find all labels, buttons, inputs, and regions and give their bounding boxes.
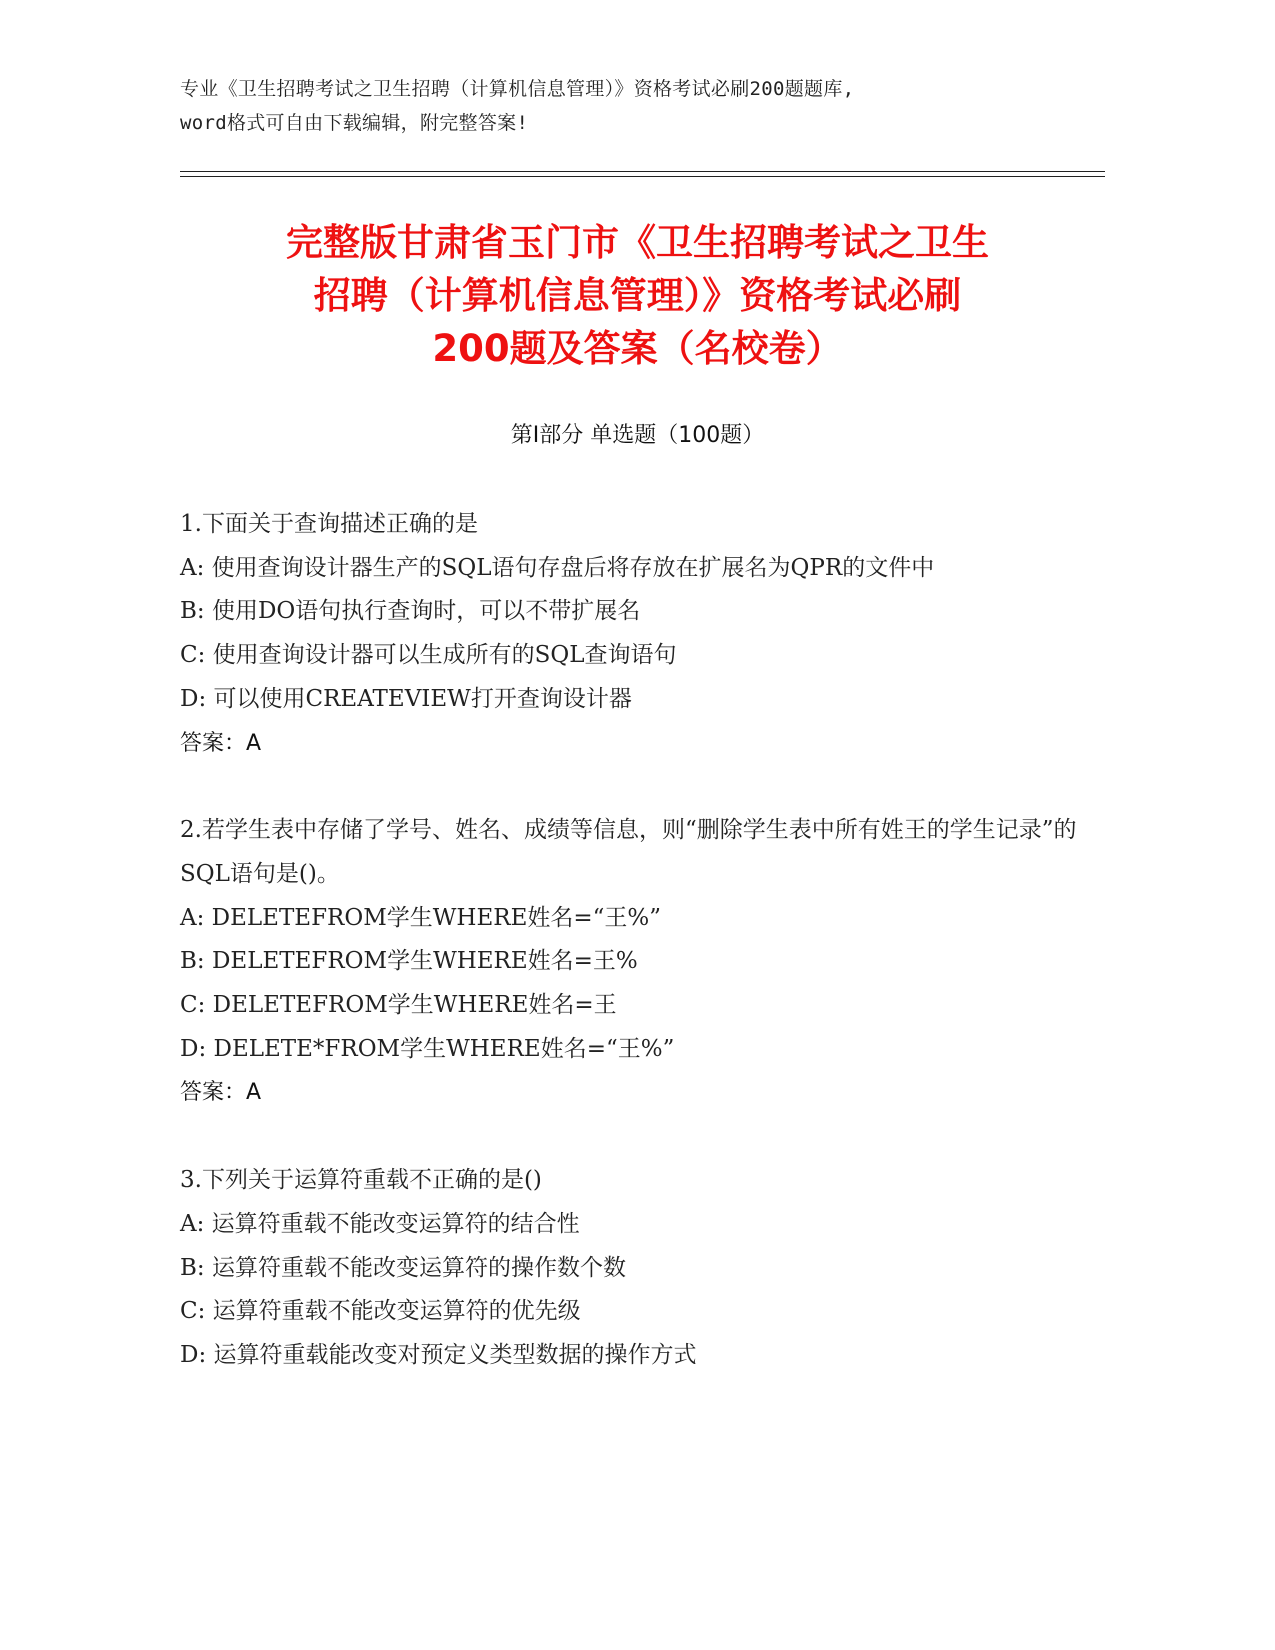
header-divider-top — [180, 171, 1105, 172]
option-b: B: DELETEFROM学生WHERE姓名=王% — [180, 948, 638, 975]
option-a: A: 使用查询设计器生产的SQL语句存盘后将存放在扩展名为QPR的文件中 — [180, 554, 935, 581]
header-note-line-1: 专业《卫生招聘考试之卫生招聘（计算机信息管理）》资格考试必刷200题题库, — [180, 78, 855, 100]
question-stem: 2.若学生表中存储了学号、姓名、成绩等信息，则“删除学生表中所有姓王的学生记录”的SQL语句是()。 — [180, 817, 1077, 887]
question-list — [180, 503, 1110, 1422]
option-b: B: 运算符重载不能改变运算符的操作数个数 — [180, 1254, 626, 1281]
option-b: B: 使用DO语句执行查询时，可以不带扩展名 — [180, 598, 641, 625]
document-title — [150, 216, 1125, 375]
question-stem: 1.下面关于查询描述正确的是 — [180, 511, 478, 537]
option-c: C: DELETEFROM学生WHERE姓名=王 — [180, 992, 617, 1019]
option-c: C: 运算符重载不能改变运算符的优先级 — [180, 1298, 581, 1325]
header-note — [180, 72, 1100, 140]
header-divider-bottom — [180, 176, 1105, 177]
option-c: C: 使用查询设计器可以生成所有的SQL查询语句 — [180, 642, 677, 669]
option-d: D: DELETE*FROM学生WHERE姓名=“王%” — [180, 1035, 675, 1062]
document-title-line-3: 200题及答案（名校卷） — [432, 327, 843, 370]
document-title-line-1: 完整版甘肃省玉门市《卫生招聘考试之卫生 — [286, 221, 989, 264]
section-heading: 第Ⅰ部分 单选题（100题） — [510, 423, 765, 448]
option-a: A: DELETEFROM学生WHERE姓名=“王%” — [180, 904, 662, 931]
answer-label: 答案：A — [180, 730, 262, 756]
option-d: D: 可以使用CREATEVIEW打开查询设计器 — [180, 685, 632, 712]
option-a: A: 运算符重载不能改变运算符的结合性 — [180, 1210, 580, 1237]
question-item — [180, 503, 1110, 765]
question-item — [180, 809, 1110, 1115]
option-d: D: 运算符重载能改变对预定义类型数据的操作方式 — [180, 1341, 697, 1368]
answer-label: 答案：A — [180, 1080, 262, 1106]
document-title-line-2: 招聘（计算机信息管理）》资格考试必刷 — [313, 274, 962, 317]
header-note-line-2: word格式可自由下载编辑，附完整答案! — [180, 112, 529, 134]
question-item — [180, 1159, 1110, 1378]
question-stem: 3.下列关于运算符重载不正确的是() — [180, 1167, 542, 1194]
